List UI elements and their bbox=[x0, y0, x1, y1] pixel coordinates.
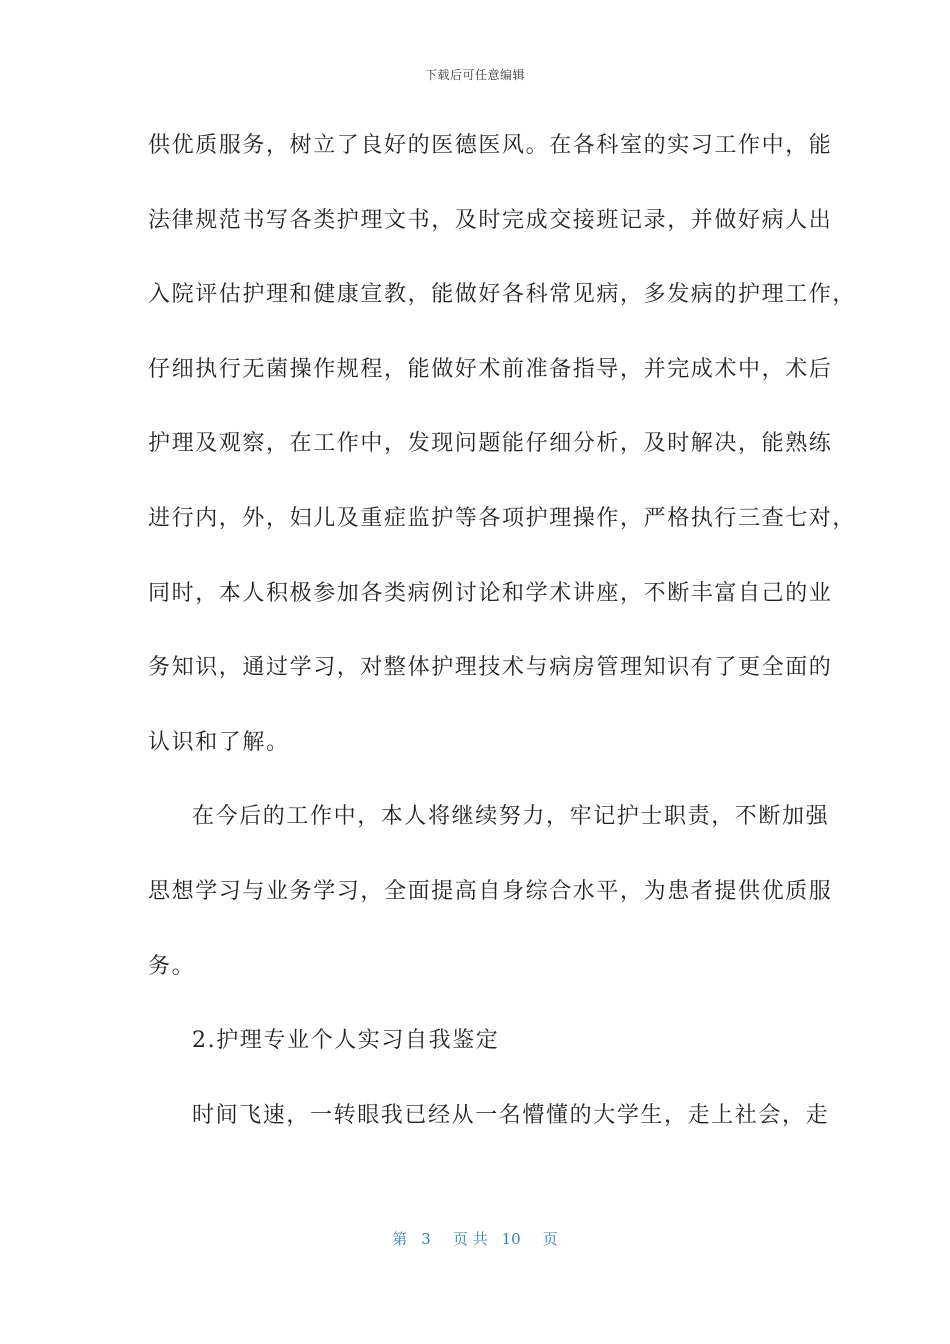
body-line-11: 思想学习与业务学习，全面提高自身综合水平，为患者提供优质服 bbox=[148, 878, 833, 904]
body-line-7: 同时，本人积极参加各类病例讨论和学术讲座，不断丰富自己的业 bbox=[148, 580, 833, 606]
page-footer bbox=[0, 1228, 950, 1249]
page-header: 下载后可任意编辑 bbox=[424, 68, 525, 82]
body-line-3: 入院评估护理和健康宣教，能做好各科常见病，多发病的护理工作， bbox=[148, 282, 857, 308]
paragraph-start-line-2: 时间飞速，一转眼我已经从一名懵懂的大学生，走上社会，走 bbox=[192, 1102, 830, 1128]
body-line-4: 仔细执行无菌操作规程，能做好术前准备指导，并完成术中，术后 bbox=[148, 356, 833, 382]
body-line-6: 进行内，外，妇儿及重症监护等各项护理操作，严格执行三查七对， bbox=[148, 505, 857, 531]
body-line-9: 认识和了解。 bbox=[148, 729, 290, 755]
document-body bbox=[148, 126, 857, 1170]
body-line-12: 务。 bbox=[148, 953, 196, 979]
body-line-8: 务知识，通过学习，对整体护理技术与病房管理知识有了更全面的 bbox=[148, 655, 833, 681]
body-line-5: 护理及观察，在工作中，发现问题能仔细分析，及时解决，能熟练 bbox=[148, 431, 833, 457]
footer-total-pages: 10 bbox=[501, 1230, 521, 1248]
body-line-1: 供优质服务，树立了良好的医德医风。在各科室的实习工作中，能 bbox=[148, 133, 833, 158]
footer-prefix: 第 bbox=[392, 1230, 408, 1248]
body-line-2: 法律规范书写各类护理文书，及时完成交接班记录，并做好病人出 bbox=[148, 207, 833, 233]
footer-current-page: 3 bbox=[421, 1230, 431, 1248]
footer-suffix: 页 bbox=[542, 1230, 558, 1248]
paragraph-start-line: 在今后的工作中，本人将继续努力，牢记护士职责，不断加强 bbox=[192, 804, 830, 830]
footer-mid: 页 共 bbox=[452, 1230, 488, 1248]
section-heading: 2.护理专业个人实习自我鉴定 bbox=[192, 1028, 500, 1054]
